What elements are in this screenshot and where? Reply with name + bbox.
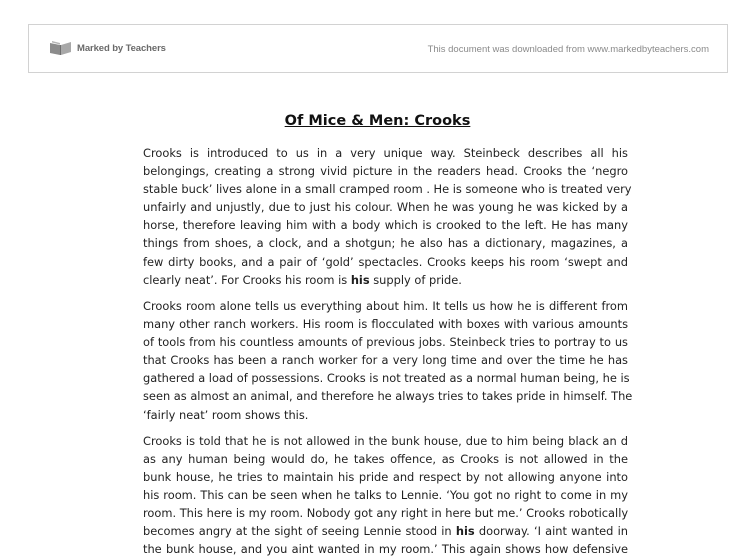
document-title: Of Mice & Men: Crooks xyxy=(284,113,471,129)
text-fragment: supply of pride. xyxy=(369,272,462,287)
text-line: ‘fairly neat’ room shows this. xyxy=(143,407,309,422)
text-fragment: becomes angry at the sight of seeing Lennie stood in xyxy=(143,524,456,539)
bold-word: his xyxy=(350,272,370,287)
text-fragment: clearly neat’. For Crooks his room is xyxy=(143,272,348,287)
text-line: Crooks room alone tells us everything about him. It tells us how he is different from xyxy=(143,298,628,313)
text-line: stable buck’ lives alone in a small cramped room . He is someone who is treated very xyxy=(143,182,632,197)
text-line: unfairly and unjustly, due to just his colour. When he was young he was kicked by a xyxy=(143,200,628,215)
text-line: his room. This can be seen when he talks to Lennie. ‘You got no right to come in my xyxy=(143,488,628,503)
text-line xyxy=(143,522,628,540)
text-line: Crooks is told that he is not allowed in the bunk house, due to him being black an d xyxy=(143,433,628,448)
paragraph-2 xyxy=(143,297,633,424)
text-fragment: doorway. ‘I aint wanted in xyxy=(474,524,628,539)
text-line: room. This here is my room. Nobody got any right in here but me.’ Crooks robotically xyxy=(143,506,629,521)
text-line: as any human being would do, he takes offence, as Crooks is not allowed in the xyxy=(143,451,628,466)
text-line: things from shoes, a clock, and a shotgun; he also has a dictionary, magazines, a xyxy=(143,236,628,251)
logo[interactable] xyxy=(49,40,166,56)
text-line: of tools from his countless amounts of previous jobs. Steinbeck tries to portray to us xyxy=(143,335,628,350)
text-line: bunk house, he tries to maintain his pride and respect by not allowing anyone into xyxy=(143,469,628,484)
text-line: many other ranch workers. His room is flocculated with boxes with various amounts xyxy=(143,317,628,332)
paragraph-3 xyxy=(143,432,628,558)
text-line: seen as almost an animal, and therefore he always tries to takes pride in himself. The xyxy=(143,389,633,404)
download-header xyxy=(28,24,728,73)
document-body xyxy=(143,144,633,558)
text-line: few dirty books, and a pair of ‘gold’ spectacles. Crooks keeps his room ‘swept and xyxy=(143,254,628,269)
text-line: gathered a load of possessions. Crooks is not treated as a normal human being, he is xyxy=(143,371,630,386)
logo-text: Marked by Teachers xyxy=(77,42,166,54)
text-line-cut-off: the bunk house, and you aint wanted in my room.’ This again shows how defensive xyxy=(143,542,628,557)
text-line: belongings, creating a strong vivid picture in the readers head. Crooks the ‘negro xyxy=(143,164,628,179)
text-line: Crooks is introduced to us in a very unique way. Steinbeck describes all his xyxy=(143,146,628,160)
bold-word: his xyxy=(455,524,475,539)
text-line: that Crooks has been a ranch worker for a very long time and over the time he has xyxy=(143,353,628,368)
book-icon xyxy=(49,40,73,56)
paragraph-1 xyxy=(143,144,632,289)
text-line: horse, therefore leaving him with a body which is crooked to the left. He has many xyxy=(143,218,628,233)
download-note: This document was downloaded from www.markedbyteachers.com xyxy=(427,44,709,55)
text-line xyxy=(143,271,628,289)
